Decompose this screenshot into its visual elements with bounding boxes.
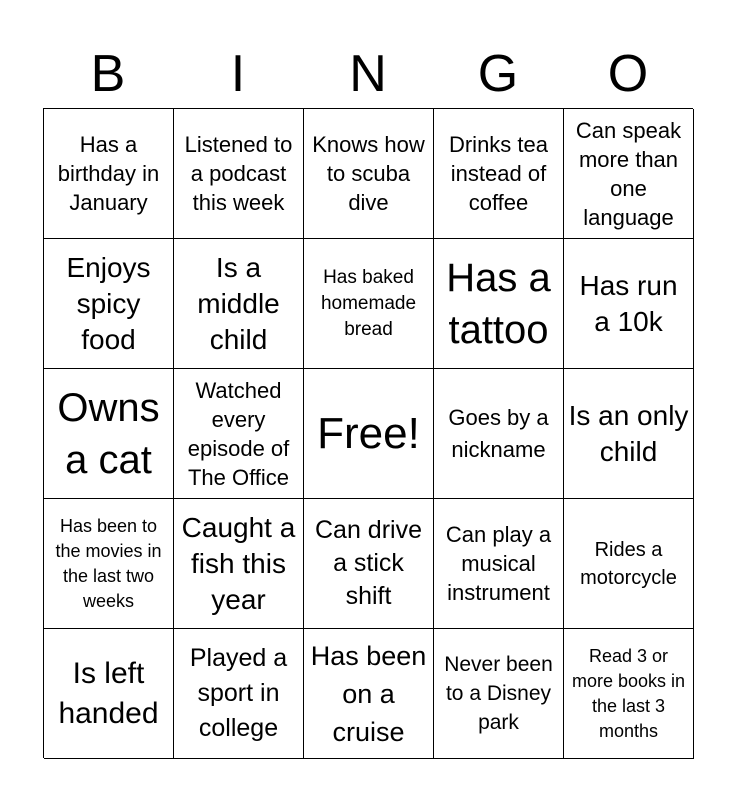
cell-text: Listened to a podcast this week: [184, 132, 293, 215]
bingo-cell[interactable]: [434, 369, 564, 499]
cell-text: Has run a 10k: [579, 269, 678, 337]
cell-text: Has a birthday in January: [57, 132, 160, 215]
free-space[interactable]: [304, 369, 434, 499]
cell-text: Enjoys spicy food: [66, 251, 151, 355]
bingo-cell[interactable]: [304, 499, 434, 629]
bingo-cell[interactable]: [434, 109, 564, 239]
cell-text: Watched every episode of The Office: [187, 377, 290, 490]
bingo-cell[interactable]: [304, 239, 434, 369]
bingo-cell[interactable]: [564, 239, 694, 369]
bingo-cell[interactable]: [174, 369, 304, 499]
header-letter-o: O: [607, 45, 649, 103]
header-letter-g: G: [477, 45, 519, 103]
cell-text: Read 3 or more books in the last 3 months: [571, 645, 686, 741]
cell-text: Has a tattoo: [446, 255, 551, 352]
bingo-cell[interactable]: [174, 239, 304, 369]
cell-text: Can drive a stick shift: [315, 516, 422, 610]
bingo-cell[interactable]: [44, 109, 174, 239]
bingo-cell[interactable]: [174, 499, 304, 629]
cell-text: Can speak more than one language: [575, 117, 682, 230]
bingo-cell[interactable]: [564, 499, 694, 629]
cell-text: Can play a musical instrument: [445, 522, 552, 605]
header-letter-b: B: [90, 45, 126, 103]
bingo-board: [43, 108, 693, 758]
cell-text: Is an only child: [568, 399, 689, 467]
bingo-cell[interactable]: [434, 499, 564, 629]
bingo-header: [43, 42, 693, 106]
bingo-cell[interactable]: [564, 369, 694, 499]
cell-text: Has baked homemade bread: [320, 266, 417, 340]
bingo-cell[interactable]: [434, 239, 564, 369]
header-letter-i: I: [230, 45, 246, 103]
bingo-cell[interactable]: [44, 239, 174, 369]
cell-text: Has been on a cruise: [310, 640, 427, 747]
bingo-cell[interactable]: [44, 369, 174, 499]
bingo-cell[interactable]: [304, 629, 434, 759]
cell-text: Is a middle child: [197, 251, 280, 355]
header-letter-n: N: [349, 45, 387, 103]
cell-text: Rides a motorcycle: [580, 538, 677, 589]
bingo-cell[interactable]: [304, 109, 434, 239]
cell-text: Never been to a Disney park: [444, 653, 553, 734]
cell-text: Goes by a nickname: [448, 404, 549, 462]
cell-text: Has been to the movies in the last two weeks: [55, 515, 162, 611]
bingo-cell[interactable]: [564, 109, 694, 239]
bingo-cell[interactable]: [564, 629, 694, 759]
bingo-cell[interactable]: [44, 629, 174, 759]
cell-text: Knows how to scuba dive: [312, 132, 425, 215]
cell-text: Owns a cat: [57, 385, 160, 482]
free-space-text: Free!: [317, 408, 420, 458]
cell-text: Drinks tea instead of coffee: [448, 132, 549, 215]
cell-text: Caught a fish this year: [181, 511, 296, 615]
bingo-cell[interactable]: [174, 629, 304, 759]
cell-text: Is left handed: [58, 656, 159, 730]
bingo-cell[interactable]: [174, 109, 304, 239]
bingo-cell[interactable]: [44, 499, 174, 629]
cell-text: Played a sport in college: [189, 644, 288, 742]
bingo-cell[interactable]: [434, 629, 564, 759]
